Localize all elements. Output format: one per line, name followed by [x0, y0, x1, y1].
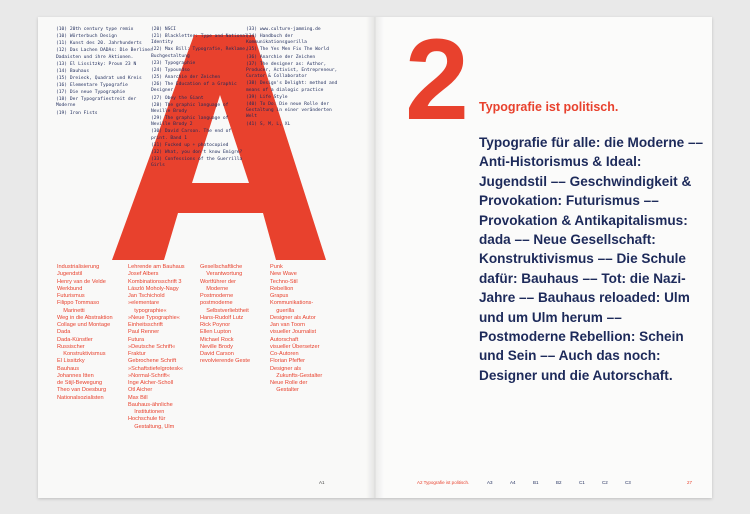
toc-entry: (21) Blackletter: Type and National Identity — [151, 34, 248, 46]
toc-entry: (35) The Yes Men Fix The World — [246, 47, 329, 53]
index-term: Gestaltung, Ulm — [128, 423, 175, 430]
footer-nav-b1: B1 — [533, 480, 539, 485]
index-term: David Carson — [200, 351, 234, 357]
index-term: Josef Albers — [128, 271, 159, 278]
toc-column-2 — [151, 27, 249, 170]
footer-section-label: A2 Typografie ist politisch. — [417, 480, 470, 485]
index-term: Co-Autoren — [270, 351, 299, 357]
toc-entry: (10) Wörterbuch Design — [56, 34, 117, 40]
index-term: Autorschaft — [270, 336, 299, 343]
footer-nav-a3: A3 — [487, 480, 493, 485]
chapter-body-text: Typografie für alle: die Moderne –– Anti-Historismus & Ideal: Jugendstil –– Geschwindigkeit & Provokation: Futurismus –– Provokation & Antikapitalismus: dada –– Neue Gesellschaft: Konstruktivismus –– Die Schule dafür: Bauhaus –– Tot: die Nazi-Jahre –– Bauhaus reloaded: Ulm und um Ulm herum –– Postmoderne Rebellion: Schein und Sein –– Auch das noch: Designer und die Autorschaft. — [479, 135, 704, 383]
index-term: Einheitsschrift — [128, 322, 163, 328]
index-term: »Normal-Schrift« — [128, 372, 170, 379]
index-term: de Stijl-Bewegung — [57, 380, 103, 386]
index-term: Rebellion — [270, 285, 294, 292]
index-term: Collage und Montage — [57, 322, 111, 328]
chapter-title: Typografie ist politisch. — [479, 100, 619, 114]
index-column-1 — [57, 264, 135, 402]
chapter-number: 2 — [405, 17, 467, 144]
toc-entry: (41) S, M, L, XL — [246, 121, 291, 127]
index-term: Jugendstil — [57, 271, 83, 278]
footer-nav-c3: C3 — [625, 480, 631, 485]
toc-entry: (28) The graphic language of Neville Brody — [151, 102, 229, 114]
index-term: Designer als Autor — [270, 314, 316, 321]
index-term: Futura — [128, 336, 145, 343]
toc-entry: (29) The graphic language of Neville Brody 2 — [151, 116, 229, 128]
index-term: »Neue Typographie« — [128, 314, 180, 321]
index-term: Fraktur — [128, 351, 146, 357]
index-term: Rick Poynor — [200, 322, 231, 328]
toc-entry: (31) Fucked up + photocopied — [151, 142, 229, 148]
toc-entry: (16) Elementare Typografie — [56, 82, 128, 88]
index-term: Lehrende am Bauhaus — [128, 264, 185, 270]
index-term: Marinetti — [57, 307, 85, 314]
index-term: Werkbund — [57, 285, 83, 292]
index-term: Hochschule für — [128, 416, 166, 423]
index-term: Bauhaus-ähnliche — [128, 401, 173, 408]
toc-column-3 — [246, 27, 344, 129]
index-term: Kombinationsschrift 3 — [128, 278, 182, 285]
index-term: Nationalsozialisten — [57, 394, 104, 401]
index-term: Kommunikations- — [270, 300, 314, 307]
index-term: Johannes Itten — [57, 372, 94, 379]
index-term: Paul Renner — [128, 329, 160, 336]
left-folio: A1 — [319, 480, 325, 485]
index-term: Grapus — [270, 293, 289, 299]
toc-entry: (18) Der Typografiestreit der Moderne — [56, 97, 137, 109]
toc-entry: (20) NSCI — [151, 27, 176, 32]
footer-nav-a4: A4 — [510, 480, 516, 485]
index-term: »Deutsche Schrift« — [128, 343, 176, 350]
index-term: Michael Rock — [200, 336, 234, 343]
index-term: Henry van de Velde — [57, 278, 106, 285]
index-column-4 — [270, 264, 348, 395]
index-term: Postmoderne — [200, 293, 234, 299]
toc-entry: (15) Dreieck, Quadrat und Kreis — [56, 75, 142, 81]
index-term: Techno-Stil — [270, 278, 298, 285]
book-gutter-shadow — [366, 17, 384, 498]
index-term: visueller Journalist — [270, 329, 317, 336]
toc-entry: (19) Iron Fists — [56, 110, 98, 116]
index-term: revolvierende Geste — [200, 358, 251, 365]
index-term: El Lissitzky — [57, 358, 85, 365]
toc-entry: (14) Bauhaus — [56, 68, 90, 74]
index-term: Gebrochene Schrift — [128, 358, 177, 365]
toc-entry: (32) What, you don't know Emigre? — [151, 149, 243, 155]
index-term: Zukunfts-Gestalter — [270, 372, 323, 379]
index-term: Weg in die Abstraktion — [57, 314, 113, 321]
index-term: Industrialisierung — [57, 264, 100, 270]
index-term: Hans-Rudolf Lutz — [200, 314, 244, 321]
footer-nav-b2: B2 — [556, 480, 562, 485]
index-term: »Schaftstiefelgrotesk« — [128, 365, 184, 372]
toc-entry: (37) The designer as: Author, Producer, Activist, Entrepreneur, Curator & Collaborator — [246, 61, 338, 80]
index-term: Neue Rolle der — [270, 380, 308, 386]
toc-entry: (17) Die neue Typographie — [56, 90, 126, 96]
index-term: visueller Übersetzer — [270, 343, 320, 350]
footer-nav-c2: C2 — [602, 480, 608, 485]
left-page — [38, 17, 375, 498]
index-column-3 — [200, 264, 278, 366]
toc-entry: (11) Kunst des 20. Jahrhunderts — [56, 41, 142, 47]
right-page — [375, 17, 712, 498]
footer-nav-c1: C1 — [579, 480, 585, 485]
toc-entry: (27) Obey the Giant — [151, 95, 204, 101]
book-spread — [38, 17, 712, 498]
index-term: Jan van Toorn — [270, 322, 306, 328]
index-term: Max Bill — [128, 394, 148, 401]
toc-entry: (33) www.culture-jamming.de — [246, 27, 321, 32]
index-term: Russischer — [57, 343, 85, 350]
index-term: Bauhaus — [57, 365, 80, 372]
index-term: typographie« — [128, 307, 167, 314]
page-number: 27 — [687, 480, 693, 485]
index-term: Punk — [270, 264, 283, 270]
index-term: Gestalter — [270, 387, 299, 394]
index-term: Futurismus — [57, 293, 85, 299]
toc-entry: (10) 20th century type remix — [56, 27, 134, 32]
index-term: Designer als — [270, 365, 302, 372]
toc-entry: (22) Max Bill: Typografie, Reklame, Buchgestaltung — [151, 47, 248, 59]
index-term: New Wave — [270, 271, 297, 278]
toc-entry: (40) To Do: Die neue Rolle der Gestaltung in einer veränderten Welt — [246, 101, 332, 120]
index-term: Konstruktivismus — [57, 351, 106, 357]
index-term: postmoderne — [200, 300, 233, 307]
toc-entry: (25) Anarchie der Zeichen — [151, 75, 221, 81]
index-term: Moderne — [200, 285, 229, 292]
toc-entry: (23) Typographie — [151, 60, 196, 66]
toc-entry: (39) Life Style — [246, 94, 288, 100]
index-term: Inge Aicher-Scholl — [128, 380, 174, 386]
toc-entry: (34) Handbuch der Kommunikationsguerilla — [246, 34, 307, 46]
toc-entry: (24) Typoundso — [151, 67, 190, 73]
index-term: »elementare — [128, 300, 160, 307]
index-term: Dada — [57, 329, 71, 336]
index-term: Otl Aicher — [128, 387, 153, 394]
index-term: Neville Brody — [200, 343, 233, 350]
index-term: Ellen Lupton — [200, 329, 232, 336]
index-term: László Moholy-Nagy — [128, 285, 179, 292]
toc-entry: (33) Confessions of the Guerrilla Girls — [151, 157, 243, 169]
toc-entry: (30) David Carson. The end of print. Band 1 — [151, 129, 232, 141]
index-term: Verantwortung — [200, 271, 243, 278]
index-term: Florian Pfeffer — [270, 358, 306, 365]
index-term: Gesellschaftliche — [200, 264, 243, 270]
toc-entry: (12) Das Lachen DADAs: Die Berliner Dadaisten und ihre Aktionen. — [56, 48, 153, 60]
index-term: Institutionen — [128, 409, 165, 415]
index-term: Filippo Tommaso — [57, 300, 100, 307]
index-term: Dada-Künstler — [57, 336, 93, 343]
index-term: Theo van Doesburg — [57, 387, 107, 394]
toc-entry: (38) Design's Delight: method and means of a dialogic practice — [246, 81, 338, 93]
toc-entry: (26) The Education of a Graphic Designer — [151, 82, 237, 94]
toc-column-1 — [56, 27, 154, 118]
index-term: Wortführer der — [200, 278, 236, 285]
toc-entry: (13) El Lissitzky: Proun 23 N — [56, 61, 137, 67]
index-column-2 — [128, 264, 206, 431]
index-term: Selbstverliebtheit — [200, 307, 249, 314]
index-term: Jan Tschichold — [128, 293, 165, 299]
toc-entry: (36) Anarchie der Zeichen — [246, 54, 316, 60]
index-term: guerilla — [270, 307, 295, 314]
